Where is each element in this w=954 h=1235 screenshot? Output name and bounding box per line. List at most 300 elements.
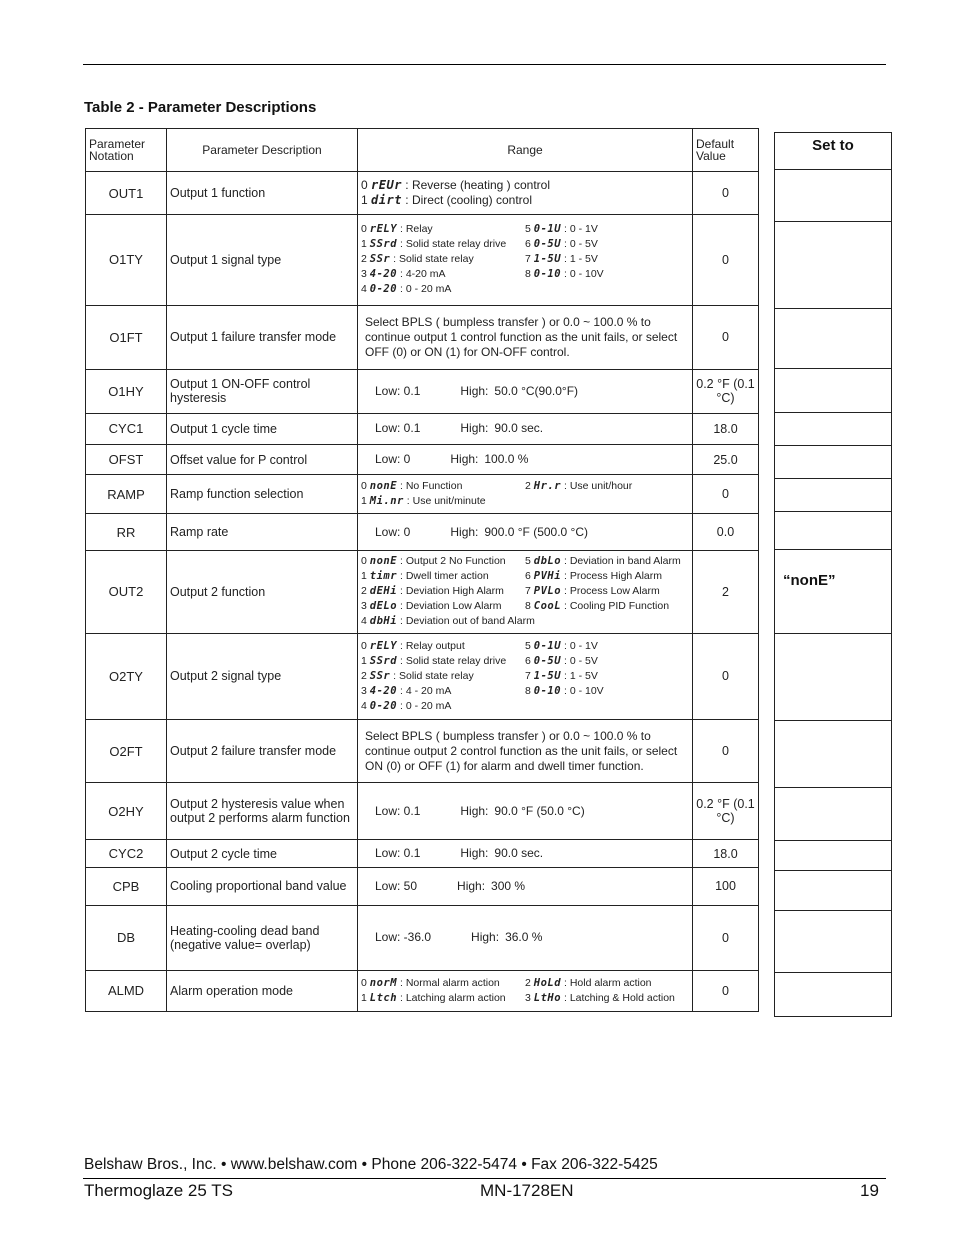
range-option — [525, 599, 689, 614]
option-code: 4 — [361, 615, 367, 628]
display-code: CooL — [533, 600, 562, 613]
option-text: : 0 - 20 mA — [399, 699, 452, 712]
option-text: : Use unit/hour — [563, 480, 633, 493]
range-line — [361, 252, 689, 267]
option-code: 0 — [361, 976, 367, 989]
param-notation: OUT1 — [86, 172, 167, 215]
param-notation: RAMP — [86, 475, 167, 514]
table-row — [86, 840, 759, 868]
range-line — [361, 282, 689, 297]
option-text: : 0 - 1V — [563, 639, 598, 652]
range-high: 100.0 % — [484, 452, 529, 467]
table-row — [86, 551, 759, 633]
param-notation: OFST — [86, 445, 167, 475]
set-to-value — [775, 446, 892, 479]
display-code: Hr.r — [533, 480, 562, 493]
param-description: Output 1 ON-OFF control hysteresis — [167, 369, 358, 413]
set-to-row — [775, 512, 892, 550]
set-to-value — [775, 170, 892, 222]
set-to-row — [775, 446, 892, 479]
range-line — [361, 494, 689, 509]
set-to-row — [775, 550, 892, 634]
range-line — [361, 479, 689, 494]
option-code: 1 — [361, 570, 367, 583]
set-to-row — [775, 309, 892, 369]
param-range — [358, 369, 693, 413]
set-to-value — [775, 721, 892, 788]
display-code: SSrd — [369, 238, 398, 251]
option-text: : Deviation out of band Alarm — [399, 615, 535, 628]
param-notation: O1FT — [86, 305, 167, 369]
option-text: : Latching alarm action — [399, 991, 506, 1004]
set-to-value — [775, 309, 892, 369]
top-rule — [83, 64, 886, 65]
range-high: 300 % — [491, 878, 526, 893]
option-text: : 0 - 20 mA — [399, 283, 452, 296]
range-option — [525, 976, 689, 991]
table-title: Table 2 - Parameter Descriptions — [84, 99, 317, 116]
display-code: dEHi — [369, 585, 398, 598]
display-code: Ltch — [369, 991, 398, 1004]
param-description: Output 1 function — [167, 172, 358, 215]
display-code: 0-1U — [533, 639, 562, 652]
set-to-row — [775, 973, 892, 1017]
range-text: Select BPLS ( bumpless transfer ) or 0.0 ~ 100.0 % to continue output 1 control function as the unit fails, or select OFF (0) or ON (1) for ON-OFF control. — [365, 314, 678, 359]
option-text: : Solid state relay drive — [399, 654, 507, 667]
range-low: Low: 0.1 — [375, 421, 421, 436]
range-line — [361, 991, 689, 1006]
option-code: 5 — [525, 555, 531, 568]
set-to-value — [775, 222, 892, 309]
table-row — [86, 905, 759, 970]
range-option — [525, 267, 689, 282]
range-low: Low: 0 — [375, 524, 411, 539]
range-option — [525, 282, 689, 297]
option-code: 0 — [361, 555, 367, 568]
option-text: : Deviation Low Alarm — [399, 600, 502, 613]
param-description: Output 1 signal type — [167, 215, 358, 305]
display-code: dELo — [369, 600, 398, 613]
display-code: 4-20 — [369, 268, 398, 281]
range-high-group — [471, 930, 542, 945]
display-code: SSr — [369, 253, 391, 266]
range-high-label: High: — [450, 452, 479, 467]
param-notation: OUT2 — [86, 551, 167, 633]
range-high: 90.0 sec. — [494, 421, 544, 436]
range-option — [361, 494, 525, 509]
option-code: 2 — [361, 585, 367, 598]
set-to-row — [775, 911, 892, 973]
display-code: 0-20 — [369, 283, 398, 296]
set-to-value — [775, 413, 892, 446]
range-high-label: High: — [460, 421, 489, 436]
range-text: Select BPLS ( bumpless transfer ) or 0.0 ~ 100.0 % to continue output 2 control function as the unit fails, or select ON (0) or OFF (1) for alarm and dwell timer function. — [365, 728, 678, 773]
range-low-high — [361, 879, 689, 894]
set-to-value — [775, 871, 892, 911]
range-option — [525, 684, 689, 699]
range-option — [361, 252, 525, 267]
option-text: : Normal alarm action — [399, 976, 500, 989]
range-line — [361, 669, 689, 684]
range-lines — [361, 554, 689, 629]
range-high-group — [460, 421, 543, 436]
range-high-label: High: — [471, 930, 500, 945]
option-code: 1 — [361, 495, 367, 508]
param-notation: CYC2 — [86, 840, 167, 868]
display-code: PVHi — [533, 570, 562, 583]
range-option — [361, 991, 525, 1006]
display-code: 4-20 — [369, 684, 398, 697]
display-code: 1-5U — [533, 253, 562, 266]
param-notation: DB — [86, 905, 167, 970]
display-code: nonE — [369, 480, 398, 493]
header-default: Default Value — [693, 129, 759, 172]
option-code: 2 — [361, 669, 367, 682]
range-high-group — [457, 879, 525, 894]
option-code: 5 — [525, 639, 531, 652]
range-option — [361, 569, 525, 584]
set-to-row — [775, 222, 892, 309]
param-default: 0 — [693, 305, 759, 369]
param-default: 0.2 °F (0.1 °C) — [693, 369, 759, 413]
range-option — [525, 699, 689, 714]
display-code: PVLo — [533, 585, 562, 598]
range-option — [525, 252, 689, 267]
display-code: Mi.nr — [369, 495, 404, 508]
range-low: Low: 0.1 — [375, 846, 421, 861]
option-text: : 0 - 10V — [563, 268, 604, 281]
param-default: 0 — [693, 719, 759, 782]
range-lines — [361, 479, 689, 509]
range-line — [361, 178, 689, 193]
param-notation: O2FT — [86, 719, 167, 782]
option-text: : Cooling PID Function — [563, 600, 670, 613]
set-to-value — [775, 369, 892, 413]
range-option — [361, 684, 525, 699]
option-text: : Solid state relay — [393, 669, 474, 682]
option-text: : 0 - 5V — [563, 238, 598, 251]
set-to-value — [775, 911, 892, 973]
option-text: : Relay output — [399, 639, 465, 652]
param-notation: CYC1 — [86, 413, 167, 444]
range-line — [361, 267, 689, 282]
display-code: dirt — [371, 193, 402, 208]
display-code: rEUr — [371, 178, 402, 193]
table-row — [86, 970, 759, 1011]
range-option — [361, 282, 525, 297]
param-range — [358, 970, 693, 1011]
option-code: 0 — [361, 639, 367, 652]
set-to-header-row — [775, 133, 892, 170]
param-default: 0 — [693, 633, 759, 719]
range-option — [361, 654, 525, 669]
range-line — [361, 584, 689, 599]
option-code: 8 — [525, 268, 531, 281]
param-range — [358, 868, 693, 905]
option-code: 2 — [361, 253, 367, 266]
parameter-table — [85, 128, 759, 1012]
display-code: LtHo — [533, 991, 562, 1004]
display-code: 0-5U — [533, 654, 562, 667]
range-high-label: High: — [460, 383, 489, 398]
option-code: 7 — [525, 253, 531, 266]
param-default: 0 — [693, 215, 759, 305]
range-option — [525, 654, 689, 669]
range-high: 90.0 sec. — [494, 846, 544, 861]
param-description: Ramp rate — [167, 514, 358, 551]
option-code: 3 — [525, 991, 531, 1004]
range-low: Low: 50 — [375, 878, 418, 893]
range-line — [361, 976, 689, 991]
range-high-group — [460, 804, 584, 819]
range-line — [361, 569, 689, 584]
set-to-row — [775, 788, 892, 841]
option-code: 3 — [361, 268, 367, 281]
range-line — [361, 599, 689, 614]
param-default: 25.0 — [693, 445, 759, 475]
range-low: Low: 0 — [375, 452, 411, 467]
table-row — [86, 369, 759, 413]
option-code: 3 — [361, 684, 367, 697]
range-lines — [361, 976, 689, 1006]
range-high-label: High: — [460, 803, 489, 818]
set-to-row — [775, 369, 892, 413]
option-code: 1 — [361, 193, 368, 208]
param-description: Heating-cooling dead band (negative value= overlap) — [167, 905, 358, 970]
display-code: rELY — [369, 639, 398, 652]
range-high: 900.0 °F (500.0 °C) — [484, 524, 589, 539]
option-code: 8 — [525, 684, 531, 697]
display-code: dbHi — [369, 615, 398, 628]
range-line — [361, 639, 689, 654]
range-low: Low: 0.1 — [375, 383, 421, 398]
option-text: : 4-20 mA — [399, 268, 446, 281]
param-description: Output 2 function — [167, 551, 358, 633]
range-option — [535, 614, 689, 629]
range-option — [525, 669, 689, 684]
range-low-high — [361, 804, 689, 819]
param-default: 0 — [693, 475, 759, 514]
param-range — [358, 413, 693, 444]
set-to-row — [775, 170, 892, 222]
option-code: 4 — [361, 699, 367, 712]
param-default: 0.2 °F (0.1 °C) — [693, 783, 759, 840]
range-option — [525, 479, 689, 494]
set-to-value — [775, 973, 892, 1017]
range-low: Low: -36.0 — [375, 930, 432, 945]
range-line — [361, 614, 689, 629]
option-code: 1 — [361, 991, 367, 1004]
range-option — [361, 178, 689, 193]
param-range — [358, 719, 693, 782]
param-description: Alarm operation mode — [167, 970, 358, 1011]
range-high: 50.0 °C(90.0°F) — [494, 383, 579, 398]
range-option — [361, 639, 525, 654]
option-code: 0 — [361, 223, 367, 236]
range-low-high — [361, 452, 689, 467]
table-row — [86, 783, 759, 840]
option-code: 6 — [525, 238, 531, 251]
range-high-label: High: — [460, 846, 489, 861]
param-range — [358, 445, 693, 475]
display-code: 1-5U — [533, 669, 562, 682]
table-row — [86, 719, 759, 782]
option-code: 6 — [525, 570, 531, 583]
range-option — [361, 614, 535, 629]
range-option — [361, 699, 525, 714]
range-lines — [361, 639, 689, 714]
param-range — [358, 514, 693, 551]
range-line — [361, 699, 689, 714]
set-to-value — [775, 788, 892, 841]
range-option — [361, 669, 525, 684]
set-to-row — [775, 871, 892, 911]
set-to-value: “nonE” — [775, 550, 892, 634]
option-text: : 4 - 20 mA — [399, 684, 452, 697]
set-to-row — [775, 841, 892, 871]
footer-doc-number: MN-1728EN — [480, 1181, 574, 1200]
bottom-rule — [83, 1178, 886, 1179]
param-range — [358, 633, 693, 719]
option-code: 5 — [525, 223, 531, 236]
param-notation: O1TY — [86, 215, 167, 305]
param-description: Cooling proportional band value — [167, 868, 358, 905]
option-text: : Use unit/minute — [406, 495, 486, 508]
range-lines — [361, 178, 689, 208]
param-range — [358, 840, 693, 868]
range-option — [361, 976, 525, 991]
option-text: : Reverse (heating ) control — [405, 178, 551, 193]
range-high-group — [450, 525, 588, 540]
option-text: : Relay — [399, 223, 433, 236]
range-option — [525, 494, 689, 509]
param-description: Ramp function selection — [167, 475, 358, 514]
option-code: 0 — [361, 480, 367, 493]
range-option — [361, 554, 525, 569]
param-default: 0 — [693, 172, 759, 215]
param-default: 0 — [693, 970, 759, 1011]
range-line — [361, 222, 689, 237]
option-text: : Process Low Alarm — [563, 585, 660, 598]
param-default: 0 — [693, 905, 759, 970]
display-code: 0-10 — [533, 268, 562, 281]
param-default: 2 — [693, 551, 759, 633]
param-notation: O1HY — [86, 369, 167, 413]
option-text: : Process High Alarm — [563, 570, 663, 583]
option-text: : Deviation High Alarm — [399, 585, 504, 598]
option-code: 3 — [361, 600, 367, 613]
range-low-high — [361, 846, 689, 861]
table-row — [86, 633, 759, 719]
display-code: SSrd — [369, 654, 398, 667]
param-range — [358, 215, 693, 305]
option-text: : Solid state relay drive — [399, 238, 507, 251]
set-to-column — [774, 132, 892, 1017]
table-row — [86, 305, 759, 369]
param-default: 18.0 — [693, 413, 759, 444]
param-range — [358, 475, 693, 514]
set-to-row — [775, 721, 892, 788]
range-low-high — [361, 930, 689, 945]
option-code: 2 — [525, 976, 531, 989]
display-code: rELY — [369, 223, 398, 236]
table-row — [86, 514, 759, 551]
range-high-label: High: — [450, 524, 479, 539]
option-text: : Direct (cooling) control — [405, 193, 532, 208]
param-default: 0.0 — [693, 514, 759, 551]
param-range — [358, 905, 693, 970]
param-description: Output 2 failure transfer mode — [167, 719, 358, 782]
footer-company: Belshaw Bros., Inc. • www.belshaw.com • Phone 206-322-5474 • Fax 206-322-5425 — [84, 1156, 658, 1173]
range-high-group — [460, 384, 578, 399]
range-line — [361, 554, 689, 569]
option-text: : Deviation in band Alarm — [563, 555, 681, 568]
param-range — [358, 305, 693, 369]
option-text: : Output 2 No Function — [399, 555, 506, 568]
param-range — [358, 783, 693, 840]
range-line — [361, 654, 689, 669]
range-low-high — [361, 421, 689, 436]
option-text: : No Function — [399, 480, 463, 493]
header-description: Parameter Description — [167, 129, 358, 172]
range-option — [525, 639, 689, 654]
table-row — [86, 475, 759, 514]
display-code: 0-20 — [369, 699, 398, 712]
set-to-value — [775, 512, 892, 550]
option-code: 1 — [361, 238, 367, 251]
param-default: 100 — [693, 868, 759, 905]
option-code: 4 — [361, 283, 367, 296]
display-code: 0-1U — [533, 223, 562, 236]
header-notation: Parameter Notation — [86, 129, 167, 172]
range-line — [361, 237, 689, 252]
option-code: 7 — [525, 669, 531, 682]
range-high-group — [460, 846, 543, 861]
option-text: : Latching & Hold action — [563, 991, 675, 1004]
footer-model: Thermoglaze 25 TS — [84, 1181, 233, 1200]
range-line — [361, 684, 689, 699]
range-lines — [361, 222, 689, 297]
range-line — [361, 193, 689, 208]
range-option — [525, 584, 689, 599]
display-code: norM — [369, 976, 398, 989]
param-notation: ALMD — [86, 970, 167, 1011]
table-row — [86, 445, 759, 475]
range-option — [361, 599, 525, 614]
range-option — [361, 584, 525, 599]
option-text: : 1 - 5V — [563, 253, 598, 266]
header-range: Range — [358, 129, 693, 172]
table-row — [86, 172, 759, 215]
display-code: dbLo — [533, 555, 562, 568]
option-text: : 1 - 5V — [563, 669, 598, 682]
option-code: 1 — [361, 654, 367, 667]
display-code: timr — [369, 570, 398, 583]
option-text: : Hold alarm action — [563, 976, 652, 989]
param-description: Output 2 signal type — [167, 633, 358, 719]
param-description: Offset value for P control — [167, 445, 358, 475]
param-range — [358, 551, 693, 633]
param-description: Output 1 cycle time — [167, 413, 358, 444]
display-code: 0-10 — [533, 684, 562, 697]
table-header-row — [86, 129, 759, 172]
option-text: : 0 - 5V — [563, 654, 598, 667]
param-notation: O2HY — [86, 783, 167, 840]
param-notation: RR — [86, 514, 167, 551]
footer-page-number: 19 — [860, 1181, 879, 1200]
option-code: 7 — [525, 585, 531, 598]
param-description: Output 2 cycle time — [167, 840, 358, 868]
